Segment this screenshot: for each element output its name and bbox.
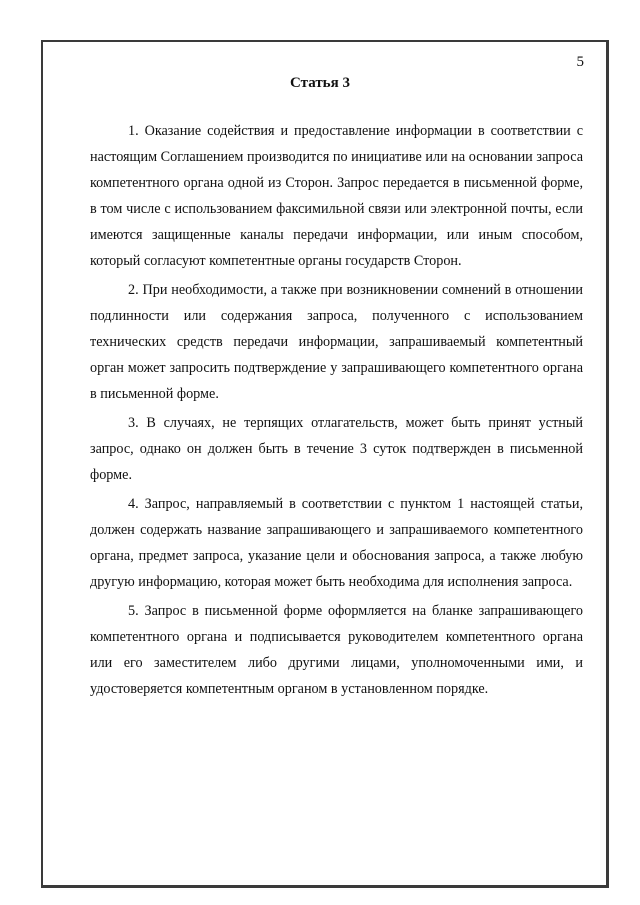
paragraph-5: 5. Запрос в письменной форме оформляется на бланке запрашивающего компетентного органа и подписывается руководителем компетентного органа или его заместителем либо другими лицами, уполномоченными ими, и удостоверяется компетентным органом в установленном порядке. — [90, 603, 583, 697]
paragraph-1: 1. Оказание содействия и предоставление информации в соответствии с настоящим Соглашением производится по инициативе или на основании запроса компетентного органа одной из Сторон. Запрос передается в письменной форме, в том числе с использованием факсимильной связи или электронной почты, если имеются защищенные каналы передачи информации, или иным способом, который согласуют компетентные органы государств Сторон. — [90, 123, 583, 269]
article-body — [90, 118, 583, 702]
article-title: Статья 3 — [290, 75, 350, 91]
paragraph-4: 4. Запрос, направляемый в соответствии с пунктом 1 настоящей статьи, должен содержать название запрашивающего и запрашиваемого компетентного органа, предмет запроса, указание цели и обоснования запроса, а также любую другую информацию, которая может быть необходима для исполнения запроса. — [90, 496, 583, 590]
paragraph-3: 3. В случаях, не терпящих отлагательств, может быть принят устный запрос, однако он должен быть в течение 3 суток подтвержден в письменной форме. — [90, 415, 583, 483]
paragraph-2: 2. При необходимости, а также при возникновении сомнений в отношении подлинности или содержания запроса, полученного с использованием технических средств передачи информации, запрашиваемый компетентный орган может запросить подтверждение у запрашивающего компетентного органа в письменной форме. — [90, 282, 583, 402]
page-number: 5 — [576, 54, 584, 70]
